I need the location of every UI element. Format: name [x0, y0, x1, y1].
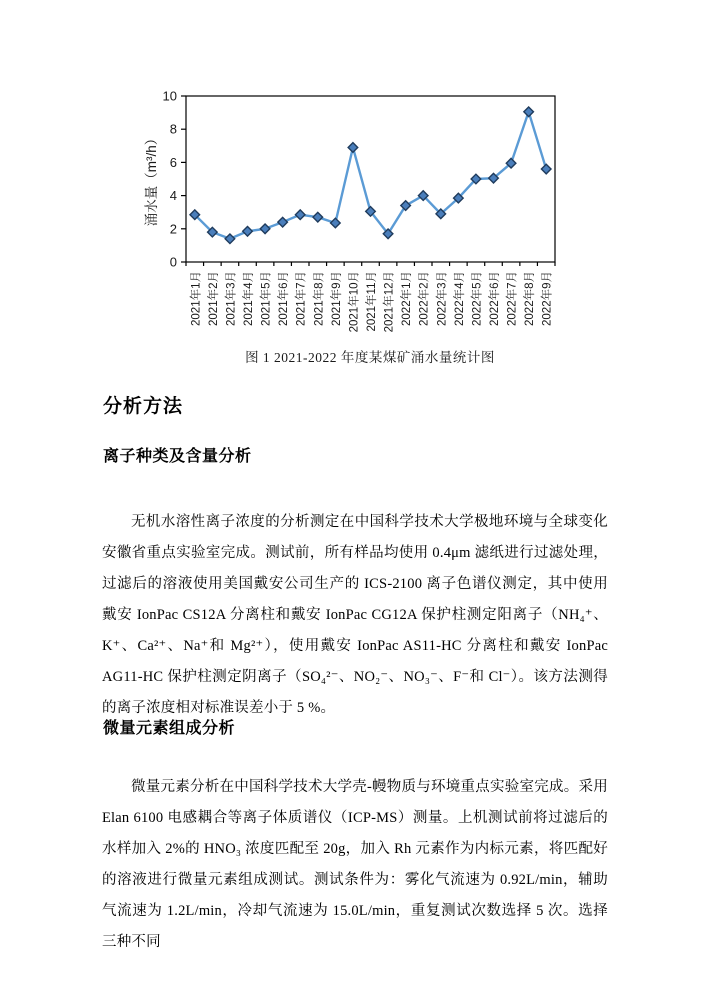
figure-caption: 图 1 2021-2022 年度某煤矿涌水量统计图 — [245, 350, 495, 365]
data-point-marker — [541, 164, 551, 174]
section-heading-analysis-methods: 分析方法 — [103, 396, 184, 417]
subsection-heading-ion-analysis: 离子种类及含量分析 — [103, 448, 252, 465]
figure-water-inflow — [140, 85, 600, 366]
x-tick-label: 2021年12月 — [383, 271, 396, 333]
x-tick-label: 2022年3月 — [436, 271, 449, 326]
x-tick-label: 2021年6月 — [278, 271, 291, 326]
x-tick-label: 2022年2月 — [418, 271, 431, 326]
subsection-heading-trace-element-analysis: 微量元素组成分析 — [103, 720, 236, 737]
data-point-marker — [243, 226, 253, 236]
data-point-marker — [225, 234, 235, 244]
paragraph-ion-analysis: 无机水溶性离子浓度的分析测定在中国科学技术大学极地环境与全球变化安徽省重点实验室完成。测试前，所有样品均使用 0.4μm 滤纸进行过滤处理，过滤后的溶液使用美国戴安公司生产的 ICS-2100 离子色谱仪测定，其中使用戴安 IonPac CS12A 分离柱和戴安 IonPac CG12A 保护柱测定阳离子（NH₄⁺、K⁺、Ca²⁺、Na⁺和 Mg²⁺），使用戴安 IonPac AS11-HC 分离柱和戴安 IonPac AG11-HC 保护柱测定阴离子（SO₄²⁻、NO₂⁻、NO₃⁻、F⁻和 Cl⁻）。该方法测得的离子浓度相对标准误差小于 5 %。 — [102, 513, 608, 716]
x-tick-label: 2022年7月 — [506, 271, 519, 326]
paragraph-trace-element-analysis: 微量元素分析在中国科学技术大学壳-幔物质与环境重点实验室完成。采用 Elan 6100 电感耦合等离子体质谱仪（ICP-MS）测量。上机测试前将过滤后的水样加入 2%的 HNO₃ 浓度匹配至 20g，加入 Rh 元素作为内标元素，将匹配好的溶液进行微量元素组成测试。测试条件为：雾化气流速为 0.92L/min，辅助气流速为 1.2L/min，冷却气流速为 15.0L/min，重复测试次数选择 5 次。选择三种不同 — [102, 778, 608, 950]
x-tick-label: 2022年1月 — [401, 271, 414, 326]
x-tick-label: 2021年3月 — [225, 271, 238, 326]
data-point-marker — [313, 212, 323, 222]
x-tick-label: 2021年5月 — [260, 271, 273, 326]
x-tick-label: 2021年11月 — [366, 271, 378, 332]
plot-border — [186, 96, 555, 262]
x-tick-label: 2022年5月 — [471, 271, 484, 326]
data-point-marker — [278, 217, 288, 227]
x-tick-label: 2022年9月 — [541, 271, 554, 326]
y-tick-label: 4 — [169, 188, 177, 204]
y-tick-label: 0 — [169, 254, 177, 270]
x-tick-label: 2022年4月 — [453, 271, 466, 326]
x-tick-label: 2022年8月 — [524, 271, 537, 326]
data-point-marker — [260, 224, 270, 234]
y-tick-label: 2 — [169, 221, 177, 237]
x-tick-label: 2021年4月 — [243, 271, 255, 326]
y-tick-label: 10 — [162, 88, 177, 104]
y-tick-label: 8 — [169, 121, 177, 137]
x-tick-label: 2021年2月 — [207, 271, 220, 326]
x-tick-label: 2021年8月 — [313, 271, 326, 326]
x-tick-label: 2021年10月 — [348, 271, 361, 333]
data-point-marker — [524, 107, 534, 117]
x-tick-label: 2021年1月 — [190, 271, 203, 326]
data-point-marker — [295, 210, 305, 220]
y-tick-label: 6 — [169, 154, 177, 170]
x-tick-label: 2021年9月 — [330, 271, 343, 326]
data-point-marker — [331, 218, 341, 228]
x-tick-label: 2022年6月 — [489, 271, 501, 326]
y-axis-title: 涌水量（m³/h） — [144, 131, 159, 227]
data-point-marker — [348, 143, 358, 153]
water-inflow-line-chart — [140, 85, 600, 343]
x-tick-label: 2021年7月 — [295, 271, 308, 326]
